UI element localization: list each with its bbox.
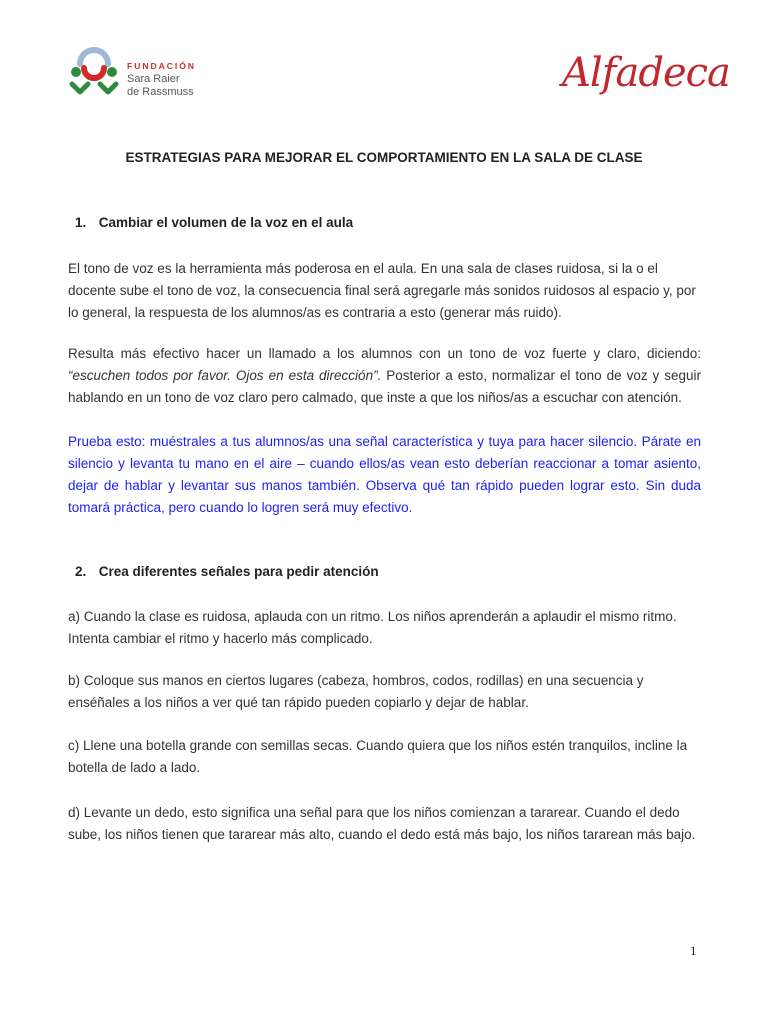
section-2-title: Crea diferentes señales para pedir atención (98, 564, 379, 579)
fundacion-logo (66, 44, 216, 106)
fundacion-title: FUNDACIÓN (127, 61, 196, 71)
section-1-title: Cambiar el volumen de la voz en el aula (98, 215, 354, 230)
section-1-tip: Prueba esto: muéstrales a tus alumnos/as una señal característica y tuya para hacer silencio. Párate en silencio y levanta tu mano en el aire – cuando ellos/as vean esto deberían reaccionar a tomar asiento, dejar de hablar y levantar sus manos también. Observa qué tan rápido pueden lograr esto. Sin duda tomará práctica, pero cuando lo logren será muy efectivo. (68, 434, 701, 515)
section-1-number: 1. (75, 215, 87, 230)
section-1-paragraph-2 (68, 343, 701, 409)
section-1-heading (75, 215, 353, 230)
list-item-a: a) Cuando la clase es ruidosa, aplauda con un ritmo. Los niños aprenderán a aplaudir el mismo ritmo. Intenta cambiar el ritmo y hacerlo más complicado. (68, 609, 677, 646)
paragraph-2-end: Posterior a esto, normalizar el tono de voz y seguir hablando en un tono de voz claro pero calmado, que inste a que los niños/as a escuchar con atención. (68, 368, 701, 405)
section-2-heading (75, 564, 379, 579)
list-item-c: c) Llene una botella grande con semillas secas. Cuando quiera que los niños estén tranquilos, incline la botella de lado a lado. (68, 738, 688, 775)
section-2-number: 2. (75, 564, 87, 579)
alfadeca-logo (552, 50, 730, 106)
paragraph-2-quote: “escuchen todos por favor. Ojos en esta dirección”. (68, 368, 382, 383)
fundacion-name-line1: Sara Raier (127, 73, 180, 85)
page-number: 1 (690, 943, 697, 958)
document-title: ESTRATEGIAS PARA MEJORAR EL COMPORTAMIENTO EN LA SALA DE CLASE (125, 150, 643, 165)
fundacion-emblem-icon (66, 44, 122, 100)
list-item-d: d) Levante un dedo, esto significa una señal para que los niños comienzan a tararear. Cuando el dedo sube, los niños tienen que tararear más alto, cuando el dedo está más bajo, los niños tararean más bajo. (68, 805, 696, 842)
fundacion-name-line2: de Rassmuss (127, 86, 194, 98)
alfadeca-wordmark: Alfadeca (562, 50, 730, 96)
list-item-b: b) Coloque sus manos en ciertos lugares (cabeza, hombros, codos, rodillas) en una secuencia y enséñales a los niños a ver qué tan rápido pueden copiarlo y dejar de hablar. (68, 673, 644, 710)
paragraph-2-start: Resulta más efectivo hacer un llamado a los alumnos con un tono de voz fuerte y claro, diciendo: (68, 346, 701, 361)
section-1-paragraph-1: El tono de voz es la herramienta más poderosa en el aula. En una sala de clases ruidosa, si la o el docente sube el tono de voz, la consecuencia final será agregarle más sonidos ruidosos al espacio y, por lo general, la respuesta de los alumnos/as es contraria a esto (generar más ruido). (68, 261, 696, 320)
